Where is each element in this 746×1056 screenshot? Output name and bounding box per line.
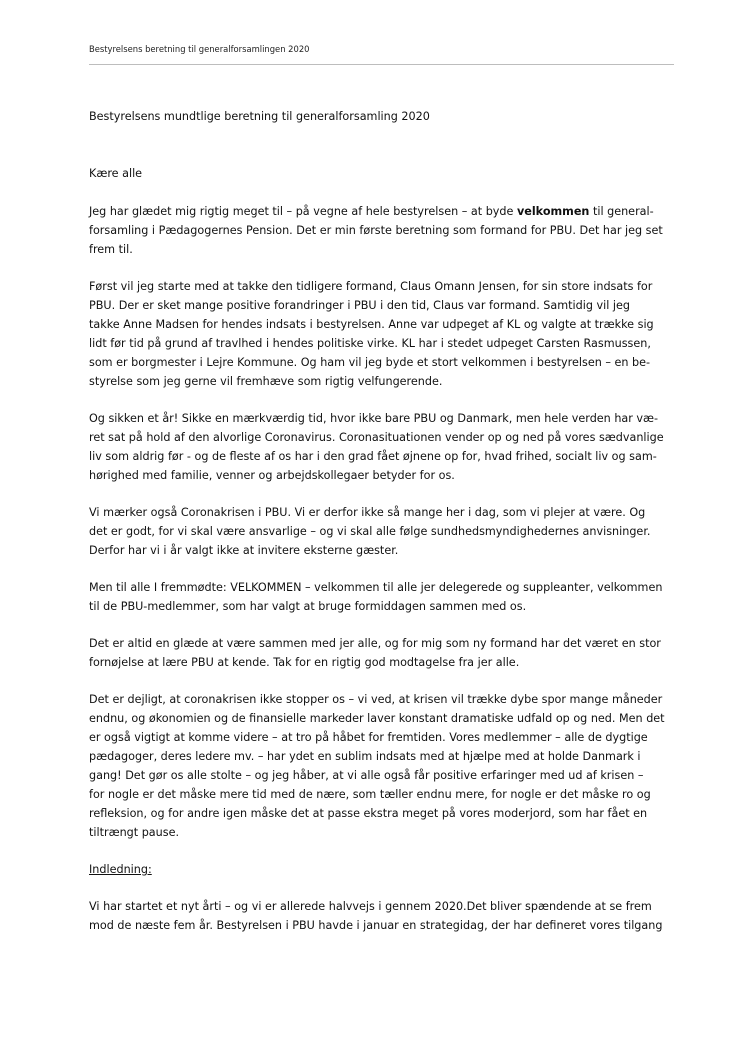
paragraph-line: frem til. xyxy=(89,243,133,256)
paragraph-line: Og sikken et år! Sikke en mærkværdig tid, hvor ikke bare PBU og Danmark, men hele verden har væ- xyxy=(89,412,659,425)
paragraph-line: lidt før tid på grund af travlhed i hendes politiske virke. KL har i stedet udpeget Carsten Rasmussen, xyxy=(89,337,651,350)
paragraph-line: er også vigtigt at komme videre – at tro på håbet for fremtiden. Vores medlemmer – alle de dygtige xyxy=(89,731,648,744)
paragraph-line: forsamling i Pædagogernes Pension. Det er min første beretning som formand for PBU. Det har jeg set xyxy=(89,224,663,237)
paragraph-line: Derfor har vi i år valgt ikke at invitere eksterne gæster. xyxy=(89,544,399,557)
paragraph-line: Det er altid en glæde at være sammen med jer alle, og for mig som ny formand har det været en stor xyxy=(89,637,661,650)
header-divider xyxy=(89,64,674,65)
paragraph-line: Det er dejligt, at coronakrisen ikke stopper os – vi ved, at krisen vil trække dybe spor mange måneder xyxy=(89,693,663,706)
paragraph-line: Vi har startet et nyt årti – og vi er allerede halvvejs i gennem 2020.Det bliver spændende at se frem xyxy=(89,900,652,913)
paragraph-line: for nogle er det måske mere tid med de nære, som tæller endnu mere, for nogle er det måske ro og xyxy=(89,788,651,801)
text-run: Jeg har glædet mig rigtig meget til – på vegne af hele bestyrelsen – at byde xyxy=(89,205,517,218)
section-heading: Indledning: xyxy=(89,863,152,876)
paragraph-line: tiltrængt pause. xyxy=(89,826,180,839)
paragraph-line: det er godt, for vi skal være ansvarlige – og vi skal alle følge sundhedsmyndighedernes anvisninger. xyxy=(89,525,651,538)
paragraph-line: ret sat på hold af den alvorlige Coronavirus. Coronasituationen vender op og ned på vores sædvanlige xyxy=(89,431,664,444)
paragraph-line: takke Anne Madsen for hendes indsats i bestyrelsen. Anne var udpeget af KL og valgte at trække sig xyxy=(89,318,654,331)
paragraph-line: pædagoger, deres ledere mv. – har ydet en sublim indsats med at hjælpe med at holde Danmark i xyxy=(89,750,641,763)
paragraph-line: Vi mærker også Coronakrisen i PBU. Vi er derfor ikke så mange her i dag, som vi plejer at være. Og xyxy=(89,506,646,519)
paragraph-line: fornøjelse at lære PBU at kende. Tak for en rigtig god modtagelse fra jer alle. xyxy=(89,656,520,669)
paragraph-line: som er borgmester i Lejre Kommune. Og ham vil jeg byde et stort velkommen i bestyrelsen – en be- xyxy=(89,356,651,369)
greeting: Kære alle xyxy=(89,167,143,180)
paragraph-line: gang! Det gør os alle stolte – og jeg håber, at vi alle også får positive erfaringer med ud af krisen – xyxy=(89,769,644,782)
paragraph-line: til de PBU-medlemmer, som har valgt at bruge formiddagen sammen med os. xyxy=(89,600,527,613)
text-run: til general- xyxy=(589,205,654,218)
paragraph-line: PBU. Der er sket mange positive forandringer i PBU i den tid, Claus var formand. Samtidig vil jeg xyxy=(89,299,631,312)
document-title: Bestyrelsens mundtlige beretning til generalforsamling 2020 xyxy=(89,110,430,123)
paragraph-line: hørighed med familie, venner og arbejdskollegaer betyder for os. xyxy=(89,469,455,482)
paragraph-line xyxy=(89,205,654,219)
running-header: Bestyrelsens beretning til generalforsamlingen 2020 xyxy=(89,44,310,54)
paragraph-line: Først vil jeg starte med at takke den tidligere formand, Claus Omann Jensen, for sin store indsats for xyxy=(89,280,653,293)
paragraph-line: refleksion, og for andre igen måske det at passe ekstra meget på vores moderjord, som har fået en xyxy=(89,807,648,820)
paragraph-line: mod de næste fem år. Bestyrelsen i PBU havde i januar en strategidag, der har defineret vores tilgang xyxy=(89,919,663,932)
bold-word: velkommen xyxy=(516,205,590,218)
paragraph-line: liv som aldrig før - og de fleste af os har i den grad fået øjnene op for, hvad frihed, socialt liv og sam- xyxy=(89,450,657,463)
paragraph-line: endnu, og økonomien og de finansielle markeder laver konstant dramatiske udfald op og ned. Men det xyxy=(89,712,665,725)
paragraph-line: styrelse som jeg gerne vil fremhæve som rigtig velfungerende. xyxy=(89,375,443,388)
paragraph-line: Men til alle I fremmødte: VELKOMMEN – velkommen til alle jer delegerede og suppleanter, velkommen xyxy=(89,581,663,594)
